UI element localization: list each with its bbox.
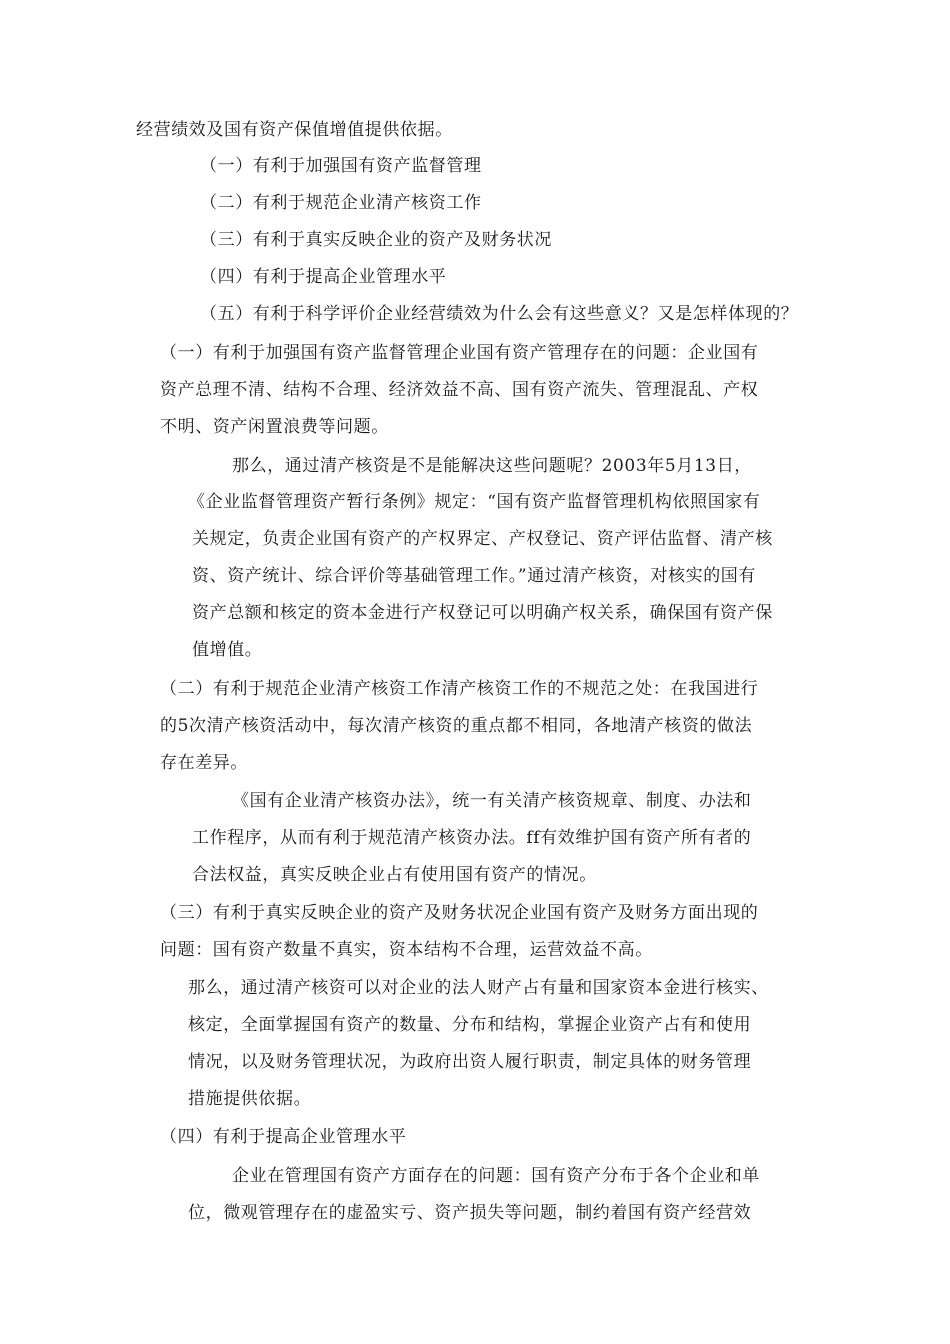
text-line: （一）有利于加强国有资产监督管理 [200,156,482,176]
text-line: 那么，通过清产核资可以对企业的法人财产占有量和国家资本金进行核实、 [188,978,769,998]
text-line: （三）有利于真实反映企业的资产及财务状况企业国有资产及财务方面出现的 [160,903,759,923]
text-line: 企业在管理国有资产方面存在的问题：国有资产分布于各个企业和单 [232,1166,760,1186]
text-line: 措施提供依据。 [188,1089,312,1109]
text-line: 《企业监督管理资产暂行条例》规定：“国有资产监督管理机构依照国家有 [188,492,761,512]
text-line: （二）有利于规范企业清产核资工作 [200,193,482,213]
text-line: 《国有企业清产核资办法》，统一有关清产核资规章、制度、办法和 [232,791,752,811]
text-line: 经营绩效及国有资产保值增值提供依据。 [136,120,453,140]
text-line: 的5次清产核资活动中，每次清产核资的重点都不相同，各地清产核资的做法 [160,716,753,736]
text-line: 资、资产统计、综合评价等基础管理工作。”通过清产核资，对核实的国有 [192,566,756,586]
text-line: （二）有利于规范企业清产核资工作清产核资工作的不规范之处：在我国进行 [160,679,759,699]
text-line: 核定，全面掌握国有资产的数量、分布和结构，掌握企业资产占有和使用 [188,1015,752,1035]
text-line: 那么，通过清产核资是不是能解决这些问题呢？2003年5月13日， [232,456,752,476]
text-line: （四）有利于提高企业管理水平 [200,267,447,287]
text-line: 合法权益，真实反映企业占有使用国有资产的情况。 [192,865,597,885]
text-line: 不明、资产闲置浪费等问题。 [160,417,389,437]
text-line: 问题：国有资产数量不真实，资本结构不合理，运营效益不高。 [160,940,653,960]
text-line: 存在差异。 [160,753,248,773]
text-line: 关规定，负责企业国有资产的产权界定、产权登记、资产评估监督、清产核 [192,529,773,549]
text-line: 资产总理不清、结构不合理、经济效益不高、国有资产流失、管理混乱、产权 [160,380,759,400]
text-line: 值增值。 [192,640,263,660]
text-line: （四）有利于提高企业管理水平 [160,1127,407,1147]
text-line: 资产总额和核定的资本金进行产权登记可以明确产权关系，确保国有资产保 [192,603,773,623]
text-line: 情况，以及财务管理状况，为政府出资人履行职责，制定具体的财务管理 [188,1052,752,1072]
text-line: （三）有利于真实反映企业的资产及财务状况 [200,230,552,250]
text-line: （一）有利于加强国有资产监督管理企业国有资产管理存在的问题：企业国有 [160,343,759,363]
text-line: （五）有利于科学评价企业经营绩效为什么会有这些意义？又是怎样体现的？ [200,304,799,324]
text-line: 工作程序，从而有利于规范清产核资办法。ff有效维护国有资产所有者的 [192,828,752,848]
text-line: 位，微观管理存在的虚盈实亏、资产损失等问题，制约着国有资产经营效 [188,1203,752,1223]
